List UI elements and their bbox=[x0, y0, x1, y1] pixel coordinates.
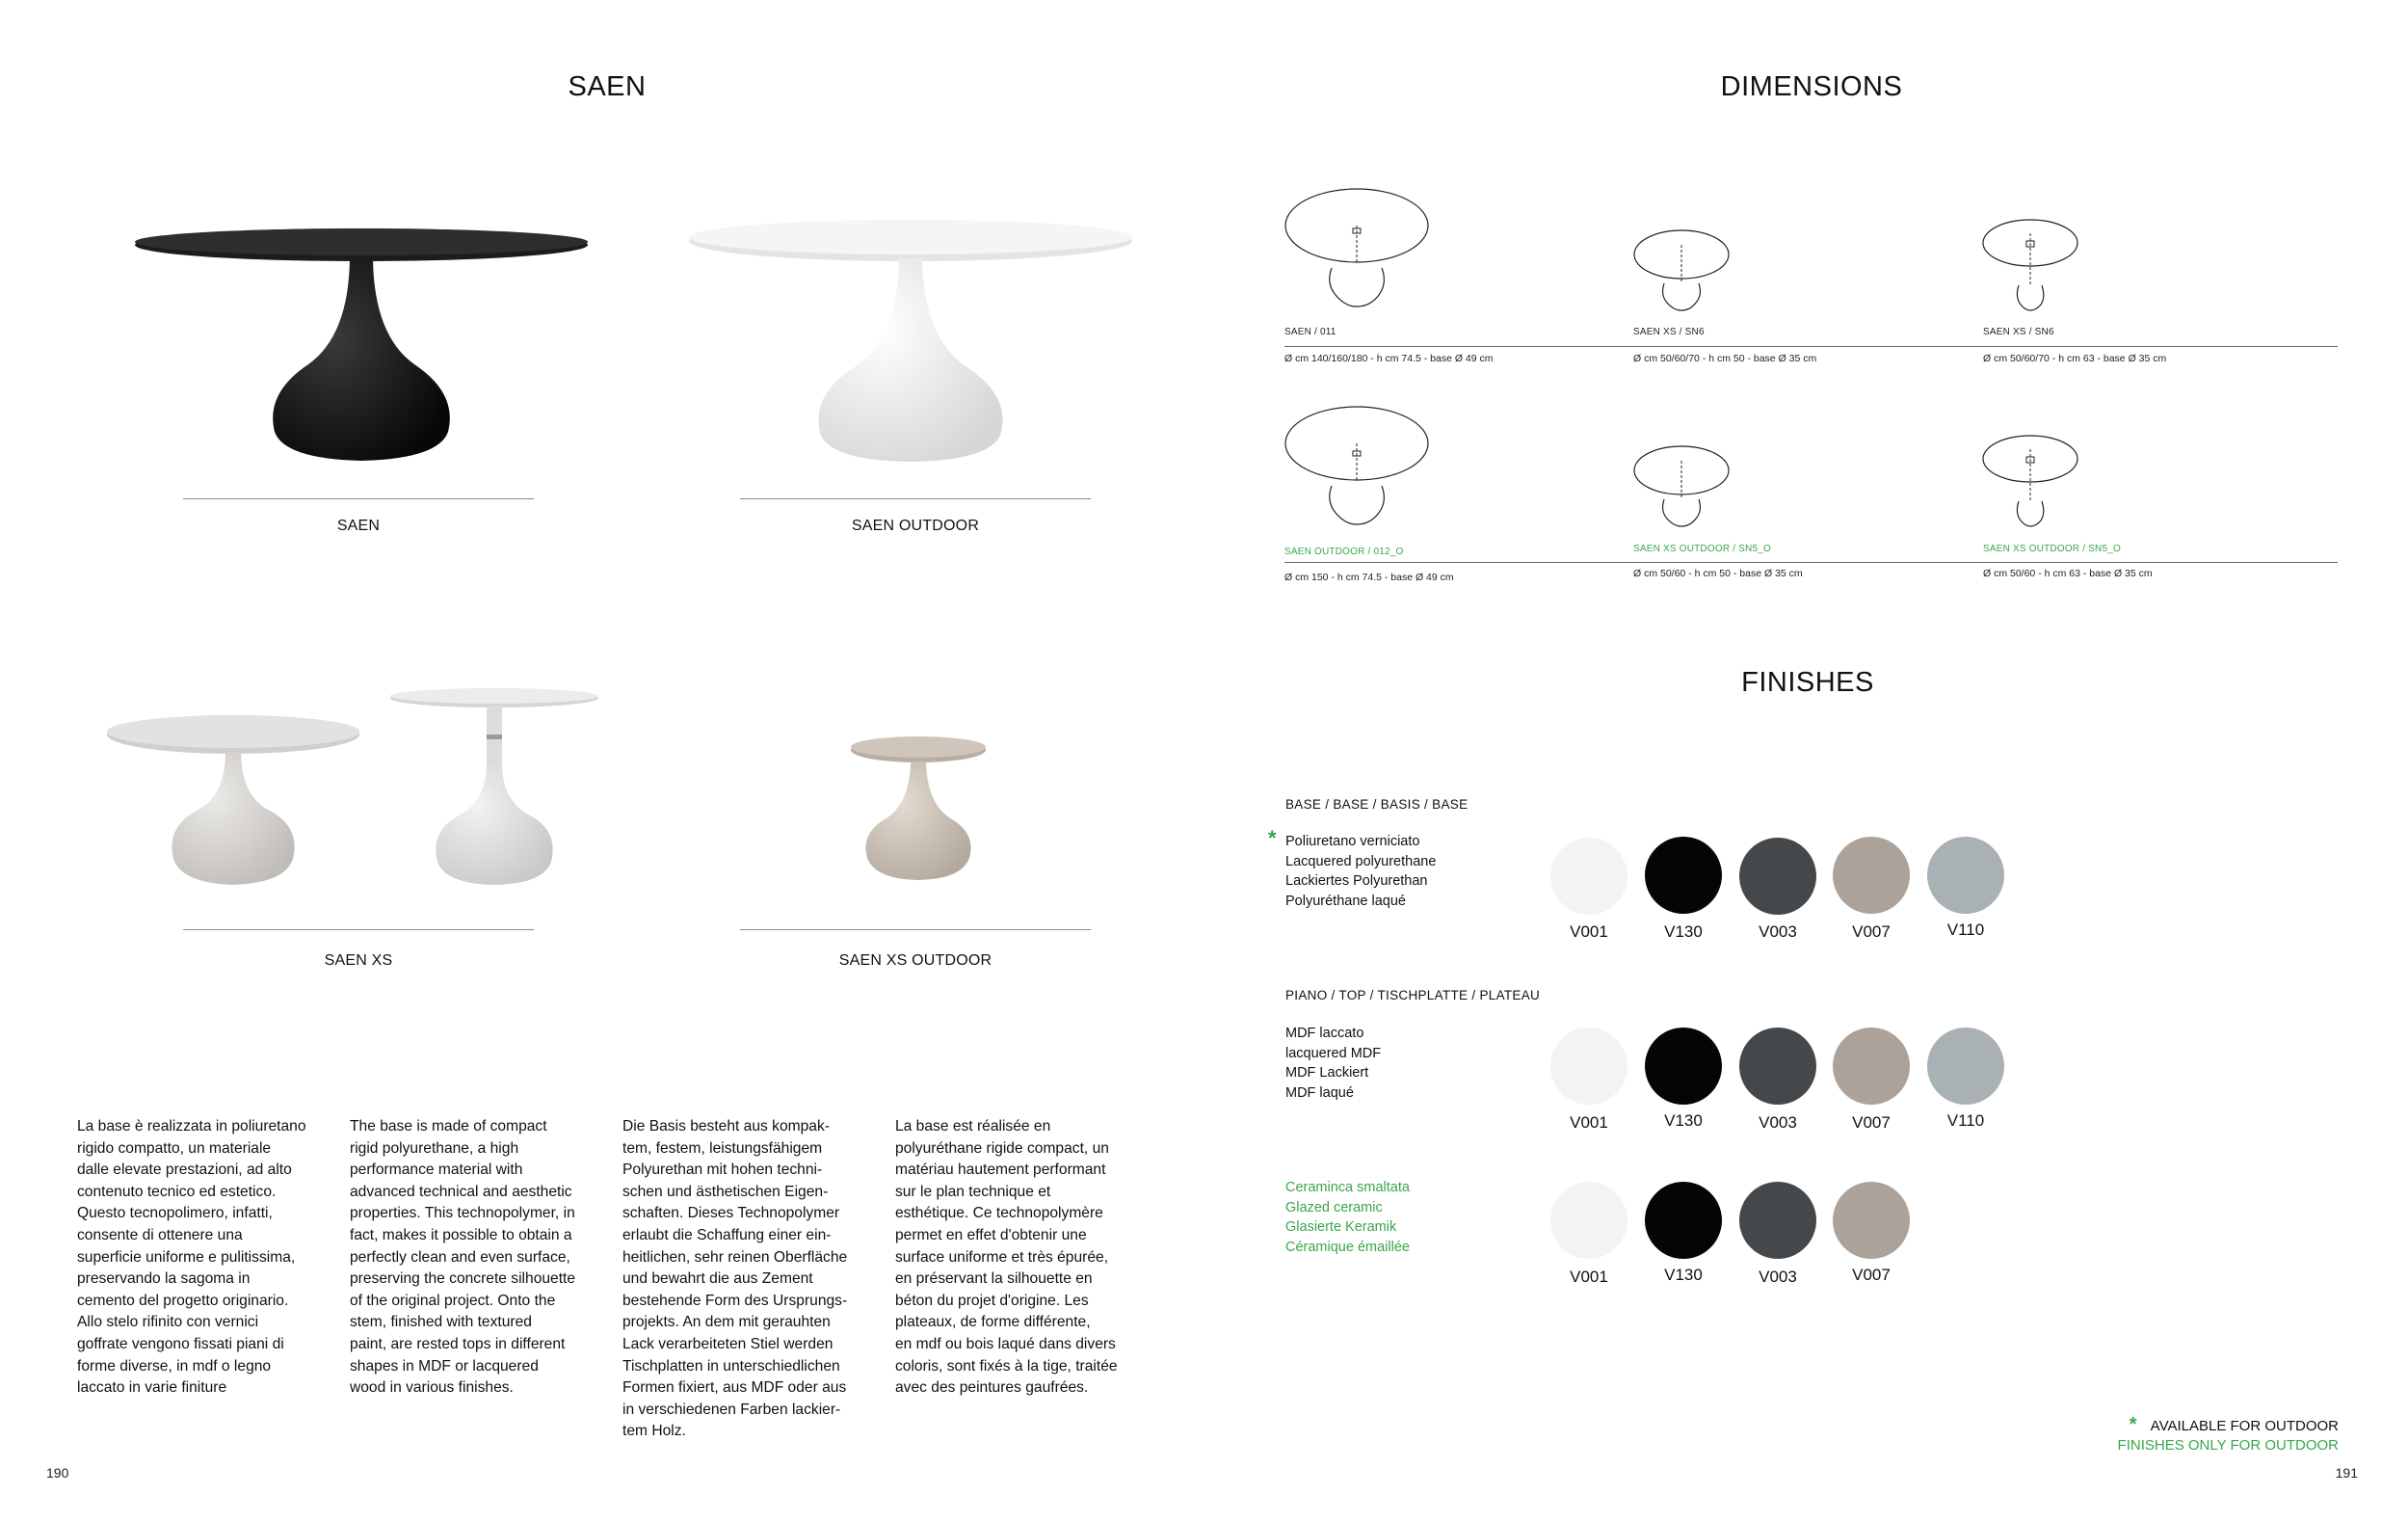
swatch-ceramic-v003[interactable] bbox=[1739, 1182, 1816, 1259]
swatch-code: V001 bbox=[1570, 1113, 1608, 1132]
dimension-size: Ø cm 50/60/70 - h cm 63 - base Ø 35 cm bbox=[1983, 353, 2167, 364]
finish-description-base: Poliuretano verniciato Lacquered polyurethane Lackiertes Polyurethan Polyuréthane laqué bbox=[1285, 834, 1437, 909]
divider bbox=[740, 929, 1091, 930]
dimension-divider bbox=[1284, 562, 2338, 563]
divider bbox=[183, 498, 534, 499]
swatch-base-v110[interactable] bbox=[1927, 837, 2004, 914]
page-title-dimensions: DIMENSIONS bbox=[1720, 71, 1903, 102]
swatch-code: V130 bbox=[1664, 1266, 1703, 1284]
page-number-right: 191 bbox=[2335, 1465, 2358, 1481]
dimension-divider bbox=[1284, 346, 2338, 347]
product-caption: SAEN XS bbox=[324, 952, 393, 969]
divider bbox=[740, 498, 1091, 499]
product-caption: SAEN bbox=[336, 518, 381, 534]
description-italian: La base è realizzata in poliuretano rigido compatto, un materiale dalle elevate prestazioni, ad alto contenuto tecnico ed estetico. Questo tecnopolimero, infatti, consente di ottenere una superficie uniforme e pulitissima, preservando la sagoma in cemento del progetto originario. Allo stelo rifinito con vernici goffrate vengono fissati piani di forme diverse, in mdf o legno laccato in varie finiture bbox=[77, 1118, 306, 1397]
section-title-finishes: FINISHES bbox=[1741, 667, 1874, 698]
dimension-size: Ø cm 50/60/70 - h cm 50 - base Ø 35 cm bbox=[1633, 353, 1817, 364]
dimension-code: SAEN XS / SN6 bbox=[1633, 327, 1705, 337]
dimension-code-outdoor: SAEN XS OUTDOOR / SN5_O bbox=[1983, 544, 2121, 554]
swatch-code: V130 bbox=[1664, 1111, 1703, 1130]
legend bbox=[2118, 1415, 2339, 1455]
swatch-top-v130[interactable] bbox=[1645, 1028, 1722, 1105]
swatch-base-v003[interactable] bbox=[1739, 838, 1816, 915]
saen-outdoor-table-illustration bbox=[679, 214, 1142, 467]
swatch-ceramic-v130[interactable] bbox=[1645, 1182, 1722, 1259]
swatch-top-v007[interactable] bbox=[1833, 1028, 1910, 1105]
saen-table-illustration bbox=[125, 220, 597, 470]
page-number-left: 190 bbox=[46, 1465, 69, 1481]
dimension-drawing-saen bbox=[1282, 187, 1436, 312]
outdoor-star-icon: * bbox=[2129, 1414, 2137, 1435]
product-caption: SAEN OUTDOOR bbox=[851, 518, 980, 534]
swatch-code: V110 bbox=[1946, 1111, 1985, 1130]
dimension-code: SAEN XS / SN6 bbox=[1983, 327, 2054, 337]
legend-available-text: AVAILABLE FOR OUTDOOR bbox=[2150, 1418, 2339, 1434]
swatch-code: V007 bbox=[1852, 1113, 1891, 1132]
divider bbox=[183, 929, 534, 930]
product-image-saen-xs-outdoor bbox=[846, 733, 991, 887]
saen-xs-outdoor-table-illustration bbox=[846, 733, 991, 887]
dimension-size: Ø cm 150 - h cm 74.5 - base Ø 49 cm bbox=[1284, 572, 1454, 583]
finish-description-top: MDF laccato lacquered MDF MDF Lackiert MDF laqué bbox=[1285, 1026, 1382, 1101]
page-title-saen: SAEN bbox=[568, 71, 647, 102]
swatch-base-v130[interactable] bbox=[1645, 837, 1722, 914]
swatch-code: V001 bbox=[1570, 922, 1608, 941]
legend-available-outdoor bbox=[2118, 1415, 2339, 1436]
swatch-top-v003[interactable] bbox=[1739, 1028, 1816, 1105]
swatch-ceramic-v001[interactable] bbox=[1550, 1182, 1627, 1259]
finish-group-label-base: BASE / BASE / BASIS / BASE bbox=[1285, 797, 1469, 812]
dimension-drawing-saen-xs-tall bbox=[1980, 218, 2086, 314]
finish-group-label-top: PIANO / TOP / TISCHPLATTE / PLATEAU bbox=[1285, 988, 1541, 1002]
dimension-size: Ø cm 50/60 - h cm 50 - base Ø 35 cm bbox=[1633, 568, 1803, 579]
swatch-base-v001[interactable] bbox=[1550, 838, 1627, 915]
outdoor-star-icon: * bbox=[1268, 826, 1277, 850]
description-german: Die Basis besteht aus kompak- tem, festem, leistungsfähigem Polyurethan mit hohen techni- schen und ästhetischen Eigen- schaften. Dieses Technopolymer erlaubt die Schaffung einer ein- heitlichen, sehr reinen Oberfläche und bewahrt die aus Zement bestehende Form des Ursprungs- projekts. An dem mit gerauhten Lack verarbeiteten Stiel werden Tischplatten in unterschiedlichen Formen fixiert, aus MDF oder aus in verschiedenen Farben lackier- tem Holz. bbox=[622, 1118, 848, 1440]
swatch-base-v007[interactable] bbox=[1833, 837, 1910, 914]
dimension-code-outdoor: SAEN XS OUTDOOR / SN5_O bbox=[1633, 544, 1771, 554]
swatch-code: V003 bbox=[1759, 922, 1797, 941]
product-image-saen bbox=[125, 220, 597, 470]
description-french: La base est réalisée en polyuréthane rigide compact, un matériau hautement performant sur le plan technique et esthétique. Ce technopolymère permet en effet d'obtenir une surface uniforme et très épurée, en préservant la silhouette en béton du projet d'origine. Les plateaux, de forme différente, en mdf ou bois laqué dans divers coloris, sont fixés à la tige, traitée avec des peintures gaufrées. bbox=[895, 1118, 1118, 1397]
swatch-ceramic-v007[interactable] bbox=[1833, 1182, 1910, 1259]
dimension-drawing-saen-xs-low bbox=[1631, 227, 1737, 314]
product-image-saen-xs bbox=[96, 681, 607, 893]
dimension-drawing-saen-xs-outdoor-low bbox=[1631, 443, 1737, 530]
swatch-code: V003 bbox=[1759, 1113, 1797, 1132]
product-caption: SAEN XS OUTDOOR bbox=[838, 952, 992, 969]
swatch-code: V001 bbox=[1570, 1268, 1608, 1286]
dimension-size: Ø cm 140/160/180 - h cm 74.5 - base Ø 49 cm bbox=[1284, 353, 1494, 364]
swatch-code: V110 bbox=[1946, 921, 1985, 939]
swatch-code: V130 bbox=[1664, 922, 1703, 941]
product-image-saen-outdoor bbox=[679, 214, 1142, 467]
swatch-top-v110[interactable] bbox=[1927, 1028, 2004, 1105]
dimension-code-outdoor: SAEN OUTDOOR / 012_O bbox=[1284, 547, 1404, 557]
saen-xs-tables-illustration bbox=[96, 681, 607, 893]
swatch-code: V007 bbox=[1852, 922, 1891, 941]
swatch-top-v001[interactable] bbox=[1550, 1028, 1627, 1105]
swatch-code: V007 bbox=[1852, 1266, 1891, 1284]
description-english: The base is made of compact rigid polyurethane, a high performance material with advanced technical and aesthetic properties. This technopolymer, in fact, makes it possible to obtain a perfectly clean and even surface, preserving the concrete silhouette of the original project. Onto the stem, finished with textured paint, are rested tops in different shapes in MDF or lacquered wood in various finishes. bbox=[350, 1118, 576, 1397]
finish-description-ceramic: Ceraminca smaltata Glazed ceramic Glasierte Keramik Céramique émaillée bbox=[1285, 1180, 1410, 1255]
dimension-drawing-saen-xs-outdoor-tall bbox=[1980, 434, 2086, 530]
dimension-drawing-saen-outdoor bbox=[1282, 405, 1436, 530]
dimension-code: SAEN / 011 bbox=[1284, 327, 1336, 337]
swatch-code: V003 bbox=[1759, 1268, 1797, 1286]
legend-finishes-only-outdoor: FINISHES ONLY FOR OUTDOOR bbox=[2117, 1437, 2339, 1454]
dimension-size: Ø cm 50/60 - h cm 63 - base Ø 35 cm bbox=[1983, 568, 2153, 579]
